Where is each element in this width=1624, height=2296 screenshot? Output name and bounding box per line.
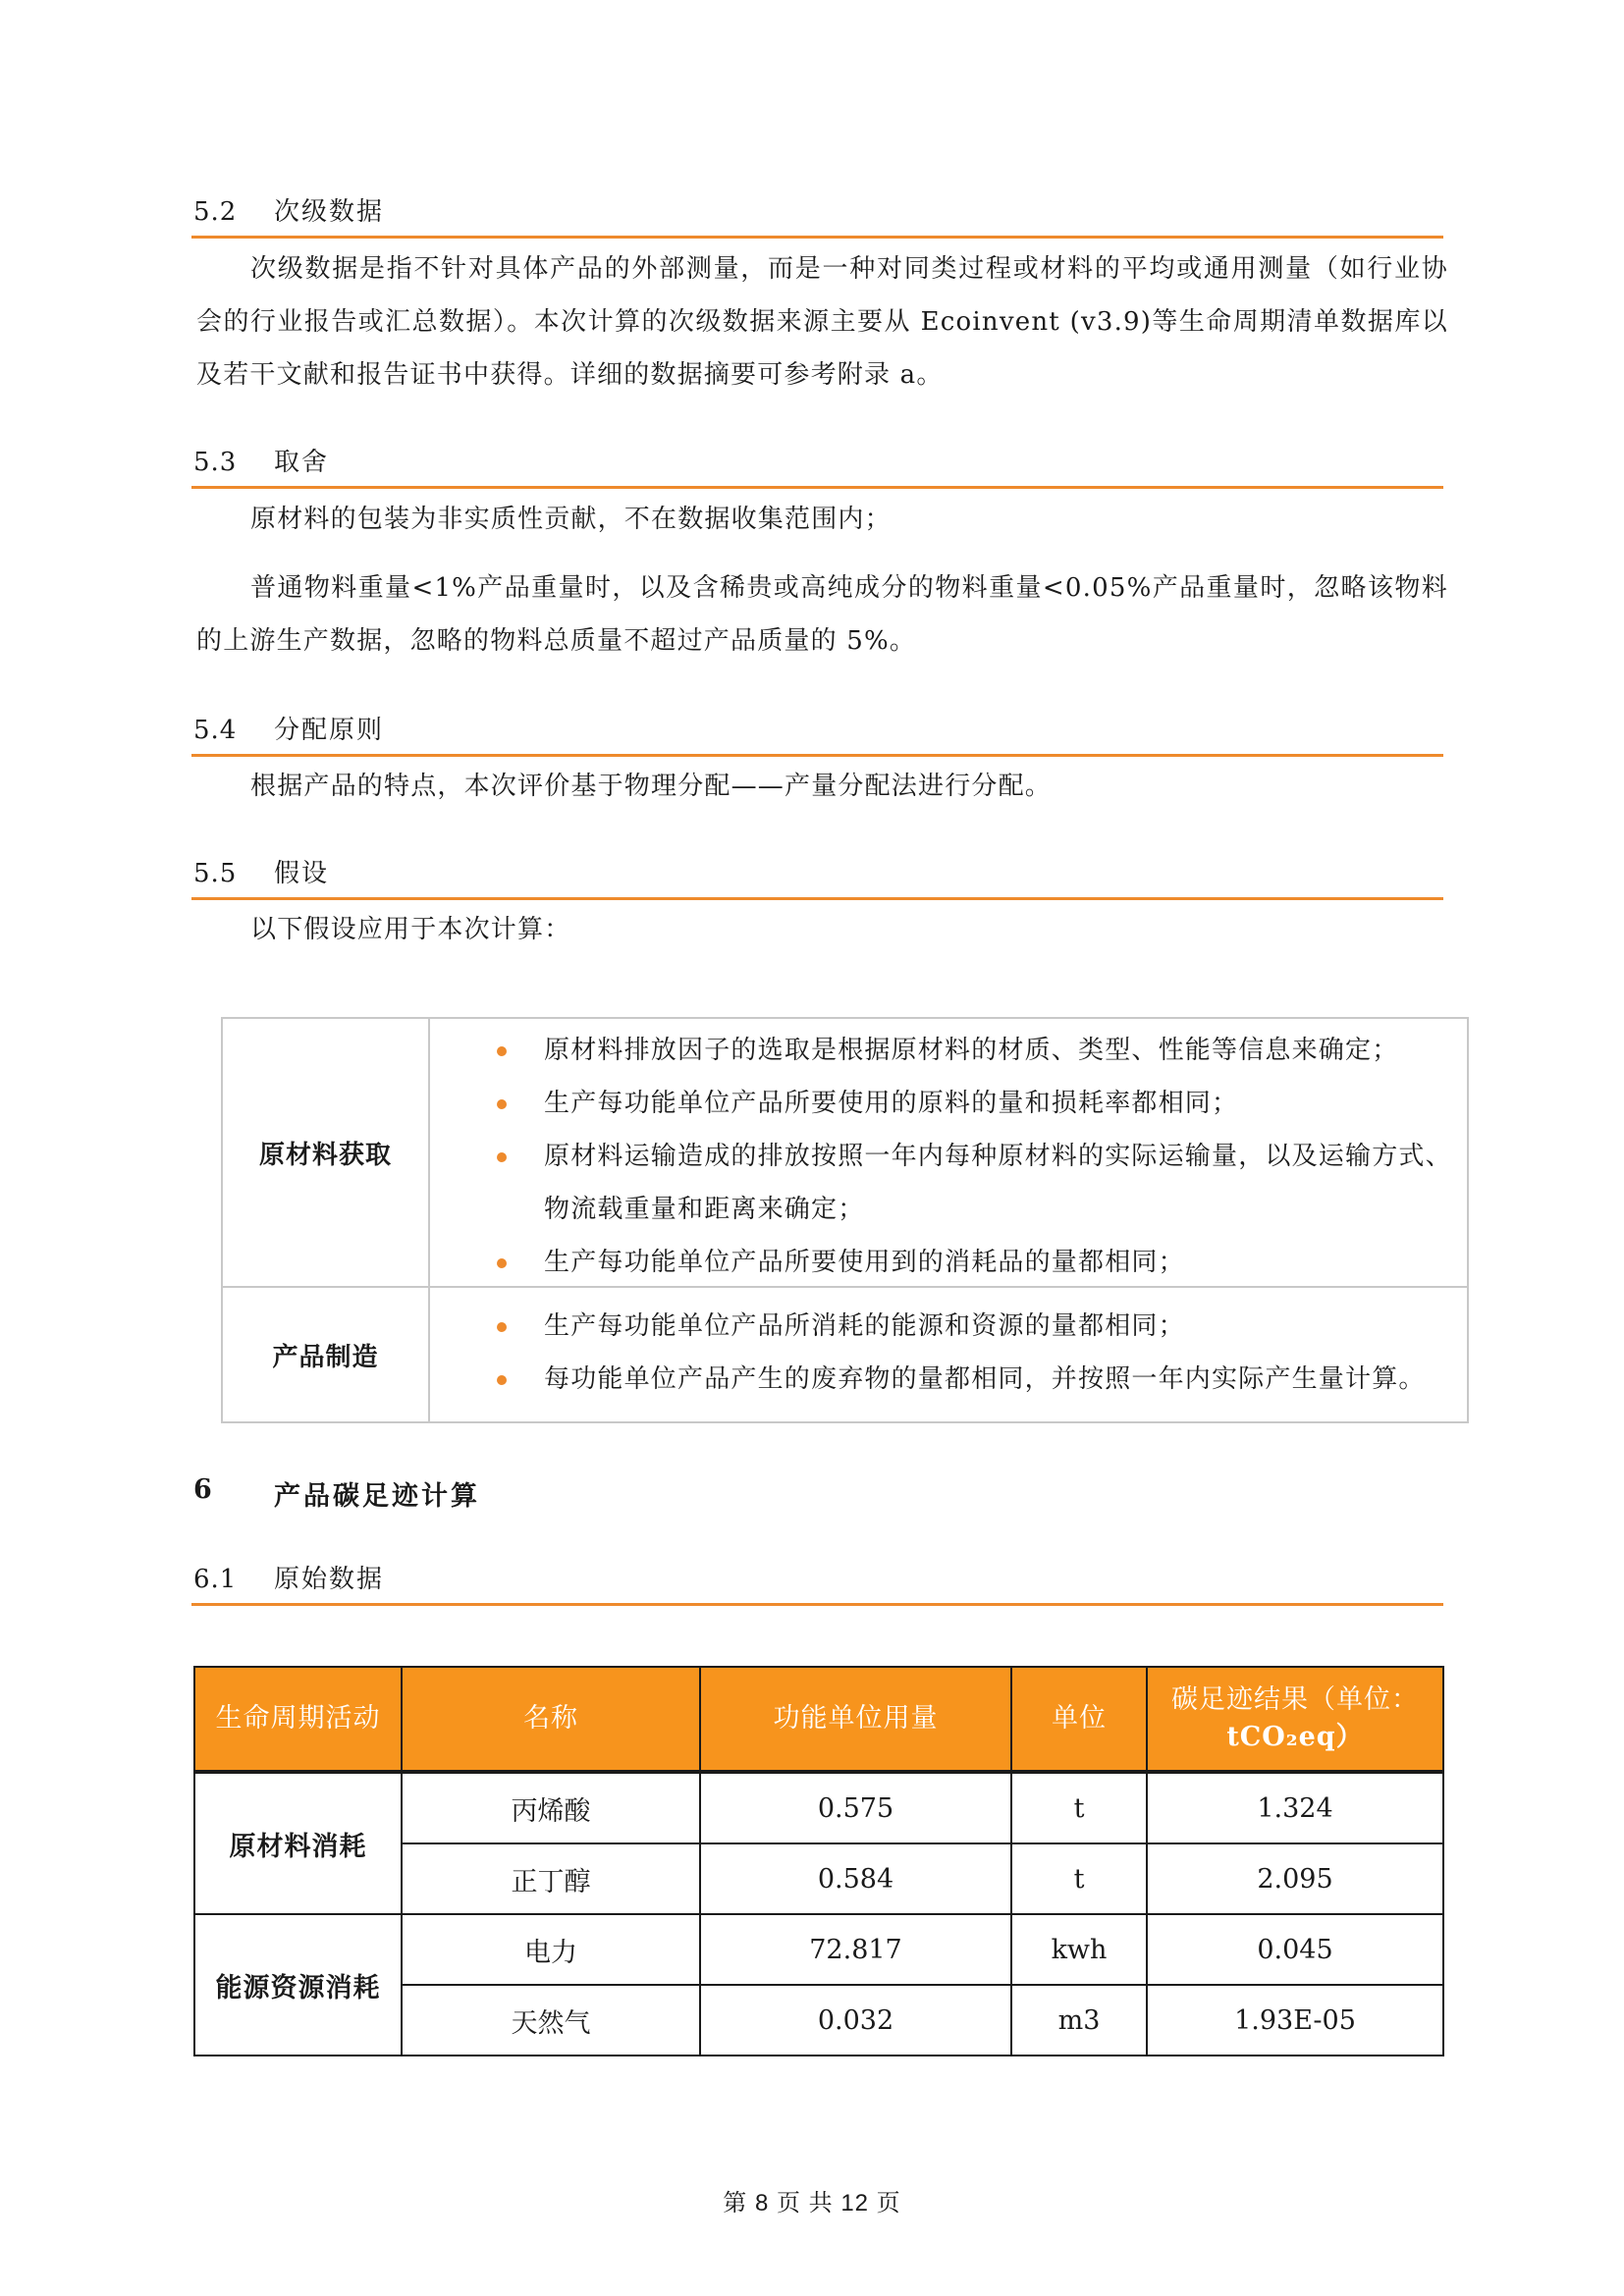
- assumptions-row: [223, 1019, 1467, 1288]
- assumptions-table: [221, 1017, 1469, 1423]
- unit-cell: m3: [1011, 1985, 1147, 2056]
- chapter-number: 6: [193, 1474, 215, 1505]
- chapter-heading-6: [193, 1474, 480, 1512]
- table-row: [194, 1772, 1443, 1843]
- paragraph-allocation: 根据产品的特点，本次评价基于物理分配——产量分配法进行分配。: [250, 772, 1053, 801]
- section-number: 5.3: [193, 448, 238, 477]
- paragraph-cutoff-1: 原材料的包装为非实质性贡献，不在数据收集范围内；: [250, 505, 892, 534]
- section-title: 原始数据: [274, 1565, 385, 1594]
- bullet-icon: [497, 1375, 507, 1385]
- section-title: 假设: [274, 859, 330, 888]
- bullet-icon: [497, 1099, 507, 1109]
- section-title: 分配原则: [274, 716, 385, 745]
- list-item: [430, 1024, 1463, 1077]
- assumptions-row-label: 原材料获取: [223, 1019, 430, 1286]
- assumptions-list: [430, 1024, 1463, 1289]
- assumptions-row: [223, 1288, 1467, 1421]
- column-header: 单位: [1011, 1667, 1147, 1772]
- paragraph-secondary-data: 次级数据是指不针对具体产品的外部测量，而是一种对同类过程或材料的平均或通用测量（如行业协会的行业报告或汇总数据）。本次计算的次级数据来源主要从 Ecoinvent (v3.9)等生命周期清单数据库以及若干文献和报告证书中获得。详细的数据摘要可参考附录 a。: [196, 254, 1448, 390]
- section-number: 5.5: [193, 859, 238, 888]
- name-cell: 天然气: [402, 1985, 700, 2056]
- list-item: [430, 1236, 1463, 1289]
- assumptions-row-label: 产品制造: [223, 1288, 430, 1421]
- name-cell: 电力: [402, 1914, 700, 1985]
- result-cell: 0.045: [1147, 1914, 1443, 1985]
- section-heading-5-4: [191, 711, 1443, 757]
- list-item-text: 原材料排放因子的选取是根据原材料的材质、类型、性能等信息来确定；: [544, 1036, 1399, 1065]
- column-header-line: tCO₂eq）: [1226, 1722, 1364, 1752]
- section-heading-5-3: [191, 443, 1443, 489]
- section-number: 6.1: [193, 1565, 238, 1594]
- paragraph-cutoff-2: 普通物料重量<1%产品重量时，以及含稀贵或高纯成分的物料重量<0.05%产品重量时，忽略该物料的上游生产数据，忽略的物料总质量不超过产品质量的 5%。: [196, 573, 1448, 656]
- list-item-text: 生产每功能单位产品所消耗的能源和资源的量都相同；: [544, 1311, 1185, 1341]
- amount-cell: 0.575: [700, 1772, 1011, 1843]
- column-header-line: 碳足迹结果（单位：: [1171, 1684, 1419, 1715]
- list-item: [430, 1353, 1463, 1406]
- bullet-icon: [497, 1258, 507, 1268]
- assumptions-list: [430, 1300, 1463, 1406]
- bullet-icon: [497, 1152, 507, 1162]
- list-item: [430, 1077, 1463, 1130]
- section-heading-6-1: [191, 1560, 1443, 1606]
- list-item: [430, 1130, 1463, 1236]
- unit-cell: t: [1011, 1772, 1147, 1843]
- raw-data-table: [193, 1666, 1444, 2056]
- section-number: 5.4: [193, 716, 238, 745]
- section-heading-5-2: [191, 192, 1443, 239]
- amount-cell: 0.032: [700, 1985, 1011, 2056]
- page-footer: 第 8 页 共 12 页: [723, 2190, 901, 2216]
- table-header-row: [194, 1667, 1443, 1772]
- list-item-text: 生产每功能单位产品所要使用到的消耗品的量都相同；: [544, 1248, 1185, 1277]
- section-number: 5.2: [193, 197, 238, 227]
- chapter-title: 产品碳足迹计算: [274, 1481, 480, 1512]
- column-header: 生命周期活动: [194, 1667, 402, 1772]
- result-cell: 2.095: [1147, 1843, 1443, 1914]
- name-cell: 正丁醇: [402, 1843, 700, 1914]
- activity-cell: 能源资源消耗: [194, 1914, 402, 2056]
- list-item-text: 生产每功能单位产品所要使用的原料的量和损耗率都相同；: [544, 1089, 1239, 1118]
- result-cell: 1.93E-05: [1147, 1985, 1443, 2056]
- section-title: 取舍: [274, 448, 330, 477]
- bullet-icon: [497, 1046, 507, 1056]
- unit-cell: t: [1011, 1843, 1147, 1914]
- column-header: 功能单位用量: [700, 1667, 1011, 1772]
- column-header: [1147, 1667, 1443, 1772]
- section-heading-5-5: [191, 854, 1443, 900]
- section-title: 次级数据: [274, 197, 385, 227]
- list-item-text: 原材料运输造成的排放按照一年内每种原材料的实际运输量，以及运输方式、物流载重量和距离来确定；: [544, 1142, 1452, 1224]
- amount-cell: 72.817: [700, 1914, 1011, 1985]
- name-cell: 丙烯酸: [402, 1772, 700, 1843]
- list-item-text: 每功能单位产品产生的废弃物的量都相同，并按照一年内实际产生量计算。: [544, 1364, 1426, 1394]
- paragraph-assumptions-intro: 以下假设应用于本次计算：: [250, 915, 571, 944]
- amount-cell: 0.584: [700, 1843, 1011, 1914]
- bullet-icon: [497, 1322, 507, 1332]
- table-row: [194, 1914, 1443, 1985]
- activity-cell: 原材料消耗: [194, 1772, 402, 1914]
- column-header: 名称: [402, 1667, 700, 1772]
- unit-cell: kwh: [1011, 1914, 1147, 1985]
- list-item: [430, 1300, 1463, 1353]
- result-cell: 1.324: [1147, 1772, 1443, 1843]
